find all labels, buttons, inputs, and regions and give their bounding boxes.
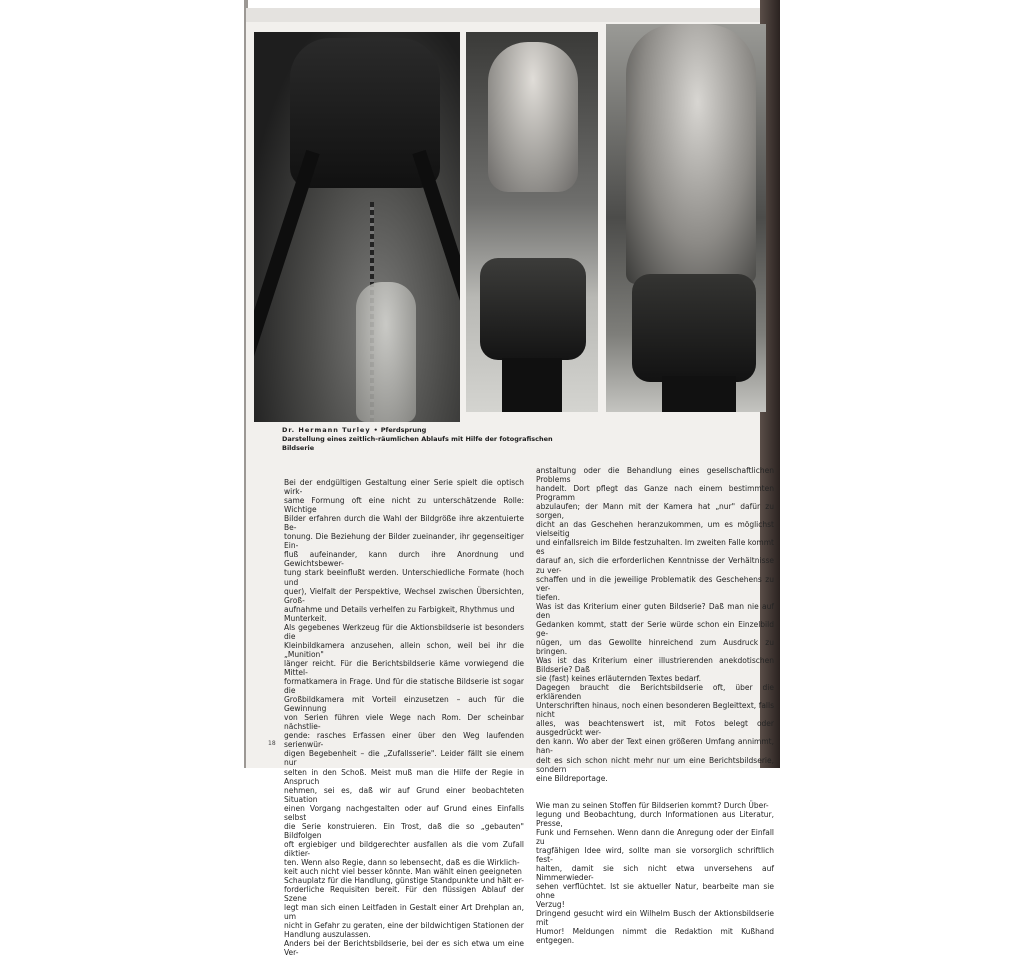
text-column-left [284, 478, 524, 957]
text-line: Wie man zu seinen Stoffen für Bildserien kommt? Durch Über- [536, 800, 769, 810]
text-line: halten, damit sie sich nicht etwa unversehens auf Nimmerwieder- [536, 863, 774, 883]
text-line: alles, was beachtenswert ist, mit Fotos belegt oder ausgedrückt wer- [536, 719, 774, 738]
text-line: keit auch nicht viel besser könnte. Man wählt einen geeigneten [284, 867, 522, 877]
text-line: Unterschriften hinaus, noch einen besonderen Begleittext, falls nicht [536, 701, 774, 720]
text-line: abzulaufen; der Mann mit der Kamera hat „nur" dafür zu sorgen, [536, 502, 774, 521]
text-line: legung und Beobachtung, durch Informationen aus Literatur, Presse, [536, 809, 774, 828]
text-line: aufnahme und Details verhelfen zu Farbigkeit, Rhythmus und [284, 604, 515, 614]
text-line: Was ist das Kriterium einer guten Bildserie? Daß man nie auf den [536, 601, 774, 620]
photo-gymnast-handstand [606, 24, 766, 412]
text-line: sehen verflüchtet. Ist sie aktueller Natur, bearbeite man sie ohne [536, 882, 774, 901]
text-line: und einfallsreich im Bilde festzuhalten. Im zweiten Falle kommt es [536, 538, 774, 557]
gymnast-on-horse [626, 24, 756, 284]
text-line: oft ergiebiger und bildgerechter ausfallen als die vom Zufall diktier- [284, 839, 524, 858]
text-line: Dringend gesucht wird ein Wilhelm Busch der Aktionsbildserie mit [536, 909, 774, 928]
text-line: die Serie konstruieren. Ein Trost, daß die so „gebauten" Bildfolgen [284, 821, 524, 840]
text-line: Schauplatz für die Handlung, günstige Standpunkte und hält er- [284, 876, 524, 886]
text-line: Handlung auszulassen. [284, 930, 371, 940]
text-column-right [536, 466, 774, 945]
text-line: länger reicht. Für die Berichtsbildserie käme vorwiegend die Mittel- [284, 658, 524, 677]
text-line: eine Bildreportage. [536, 773, 608, 783]
text-line: handelt. Dort pflegt das Ganze nach einem bestimmten Programm [536, 484, 774, 503]
text-line: Großbildkamera mit Vorteil einzusetzen – auch für die Gewinnung [284, 695, 524, 714]
caption-bullet: • [373, 426, 378, 434]
caption-author: Dr. Hermann Turley [282, 426, 371, 434]
text-line: delt es sich schon nicht mehr nur um eine Berichtsbildserie, sondern [536, 755, 774, 774]
horse-base [502, 358, 562, 412]
paragraph-gap [536, 783, 774, 801]
text-line: gende: rasches Erfassen einer über den Weg laufenden serienwür- [284, 731, 524, 750]
text-line: Verzug! [536, 900, 565, 910]
text-line: formatkamera in Frage. Und für die statische Bildserie ist sogar die [284, 677, 524, 696]
text-line: Gedanken kommt, statt der Serie würde schon ein Einzelbild ge- [536, 619, 774, 638]
photo-caption [282, 426, 582, 453]
text-line: fluß aufeinander, kann durch ihre Anordnung und Gewichtsbewer- [284, 550, 524, 569]
text-line: von Serien führen viele Wege nach Rom. Der scheinbar nächstlie- [284, 713, 524, 732]
text-line: nehmen, sei es, daß wir auf Grund einer beobachteten Situation [284, 785, 524, 804]
text-line: Kleinbildkamera anzusehen, allein schon, weil bei ihr die „Munition" [284, 640, 524, 659]
text-line: nügen, um das Gewollte hinreichend zum Ausdruck zu bringen. [536, 637, 774, 656]
photo-gymnast-approach [466, 32, 598, 412]
caption-title: Pferdsprung [380, 426, 427, 434]
page-top-edge [246, 8, 778, 22]
text-line: tiefen. [536, 592, 561, 602]
text-line: dicht an das Geschehen heranzukommen, um es möglichst vielseitig [536, 520, 774, 539]
vaulting-horse [632, 274, 756, 382]
caption-subtitle: Darstellung eines zeitlich-räumlichen Ablaufs mit Hilfe der fotografischen Bildserie [282, 435, 553, 452]
text-line: ten. Wenn also Regie, dann so lebensecht, daß es die Wirklich- [284, 857, 520, 867]
text-line: digen Begebenheit – die „Zufallsserie". Leider fällt sie einem nur [284, 749, 524, 768]
text-line: den kann. Wo aber der Text einen größeren Umfang annimmt, han- [536, 737, 774, 756]
text-line: Humor! Meldungen nimmt die Redaktion mit Kußhand entgegen. [536, 927, 774, 946]
text-line: legt man sich einen Leitfaden in Gestalt einer Art Drehplan an, um [284, 903, 524, 922]
text-line: anstaltung oder die Behandlung eines gesellschaftlichen Problems [536, 466, 774, 485]
gymnast-leaping [488, 42, 578, 192]
text-line: Anders bei der Berichtsbildserie, bei der es sich etwa um eine Ver- [284, 939, 524, 957]
text-line: schaffen und in die jeweilige Problematik des Geschehens zu ver- [536, 574, 774, 593]
vaulting-horse [480, 258, 586, 360]
text-line: forderliche Requisiten bereit. Für den flüssigen Ablauf der Szene [284, 885, 524, 904]
text-line: Was ist das Kriterium einer illustrierenden anekdotischen Bildserie? Daß [536, 655, 774, 675]
text-line: selten in den Schoß. Meist muß man die Hilfe der Regie in Anspruch [284, 767, 524, 786]
gymnast-running [356, 282, 416, 422]
photo-vaulting-horse-front [254, 32, 460, 422]
text-line: einen Vorgang nachgestalten oder auf Grund eines Einfalls selbst [284, 803, 524, 822]
text-line: Funk und Fernsehen. Wenn dann die Anregung oder der Einfall zu [536, 827, 774, 846]
text-line: sie (fast) keines erläuternden Textes bedarf. [536, 674, 702, 684]
text-line: Bei der endgültigen Gestaltung einer Serie spielt die optisch wirk- [284, 478, 524, 497]
page-number: 18 [268, 740, 276, 747]
text-line: tonung. Die Beziehung der Bilder zueinander, ihr gegenseitiger Ein- [284, 532, 524, 551]
text-line: same Formung oft eine nicht zu unterschätzende Rolle: Wichtige [284, 496, 524, 515]
text-line: tragfähigen Idee wird, sollte man sie vorsorglich schriftlich fest- [536, 845, 774, 864]
text-line: darauf an, sich die erforderlichen Kenntnisse der Verhältnisse zu ver- [536, 556, 774, 575]
text-line: Munterkeit. [284, 613, 327, 623]
text-line: tung stark beeinflußt werden. Unterschiedliche Formate (hoch und [284, 568, 524, 587]
horse-base [662, 376, 736, 412]
text-line: Bilder erfahren durch die Wahl der Bildgröße ihre akzentuierte Be- [284, 514, 524, 533]
text-line: nicht in Gefahr zu geraten, eine der bildwichtigen Stationen der [284, 921, 524, 931]
text-line: Als gegebenes Werkzeug für die Aktionsbildserie ist besonders die [284, 622, 524, 641]
text-line: quer), Vielfalt der Perspektive, Wechsel zwischen Übersichten, Groß- [284, 586, 524, 605]
text-line: Dagegen braucht die Berichtsbildserie oft, über die erklärenden [536, 683, 774, 702]
